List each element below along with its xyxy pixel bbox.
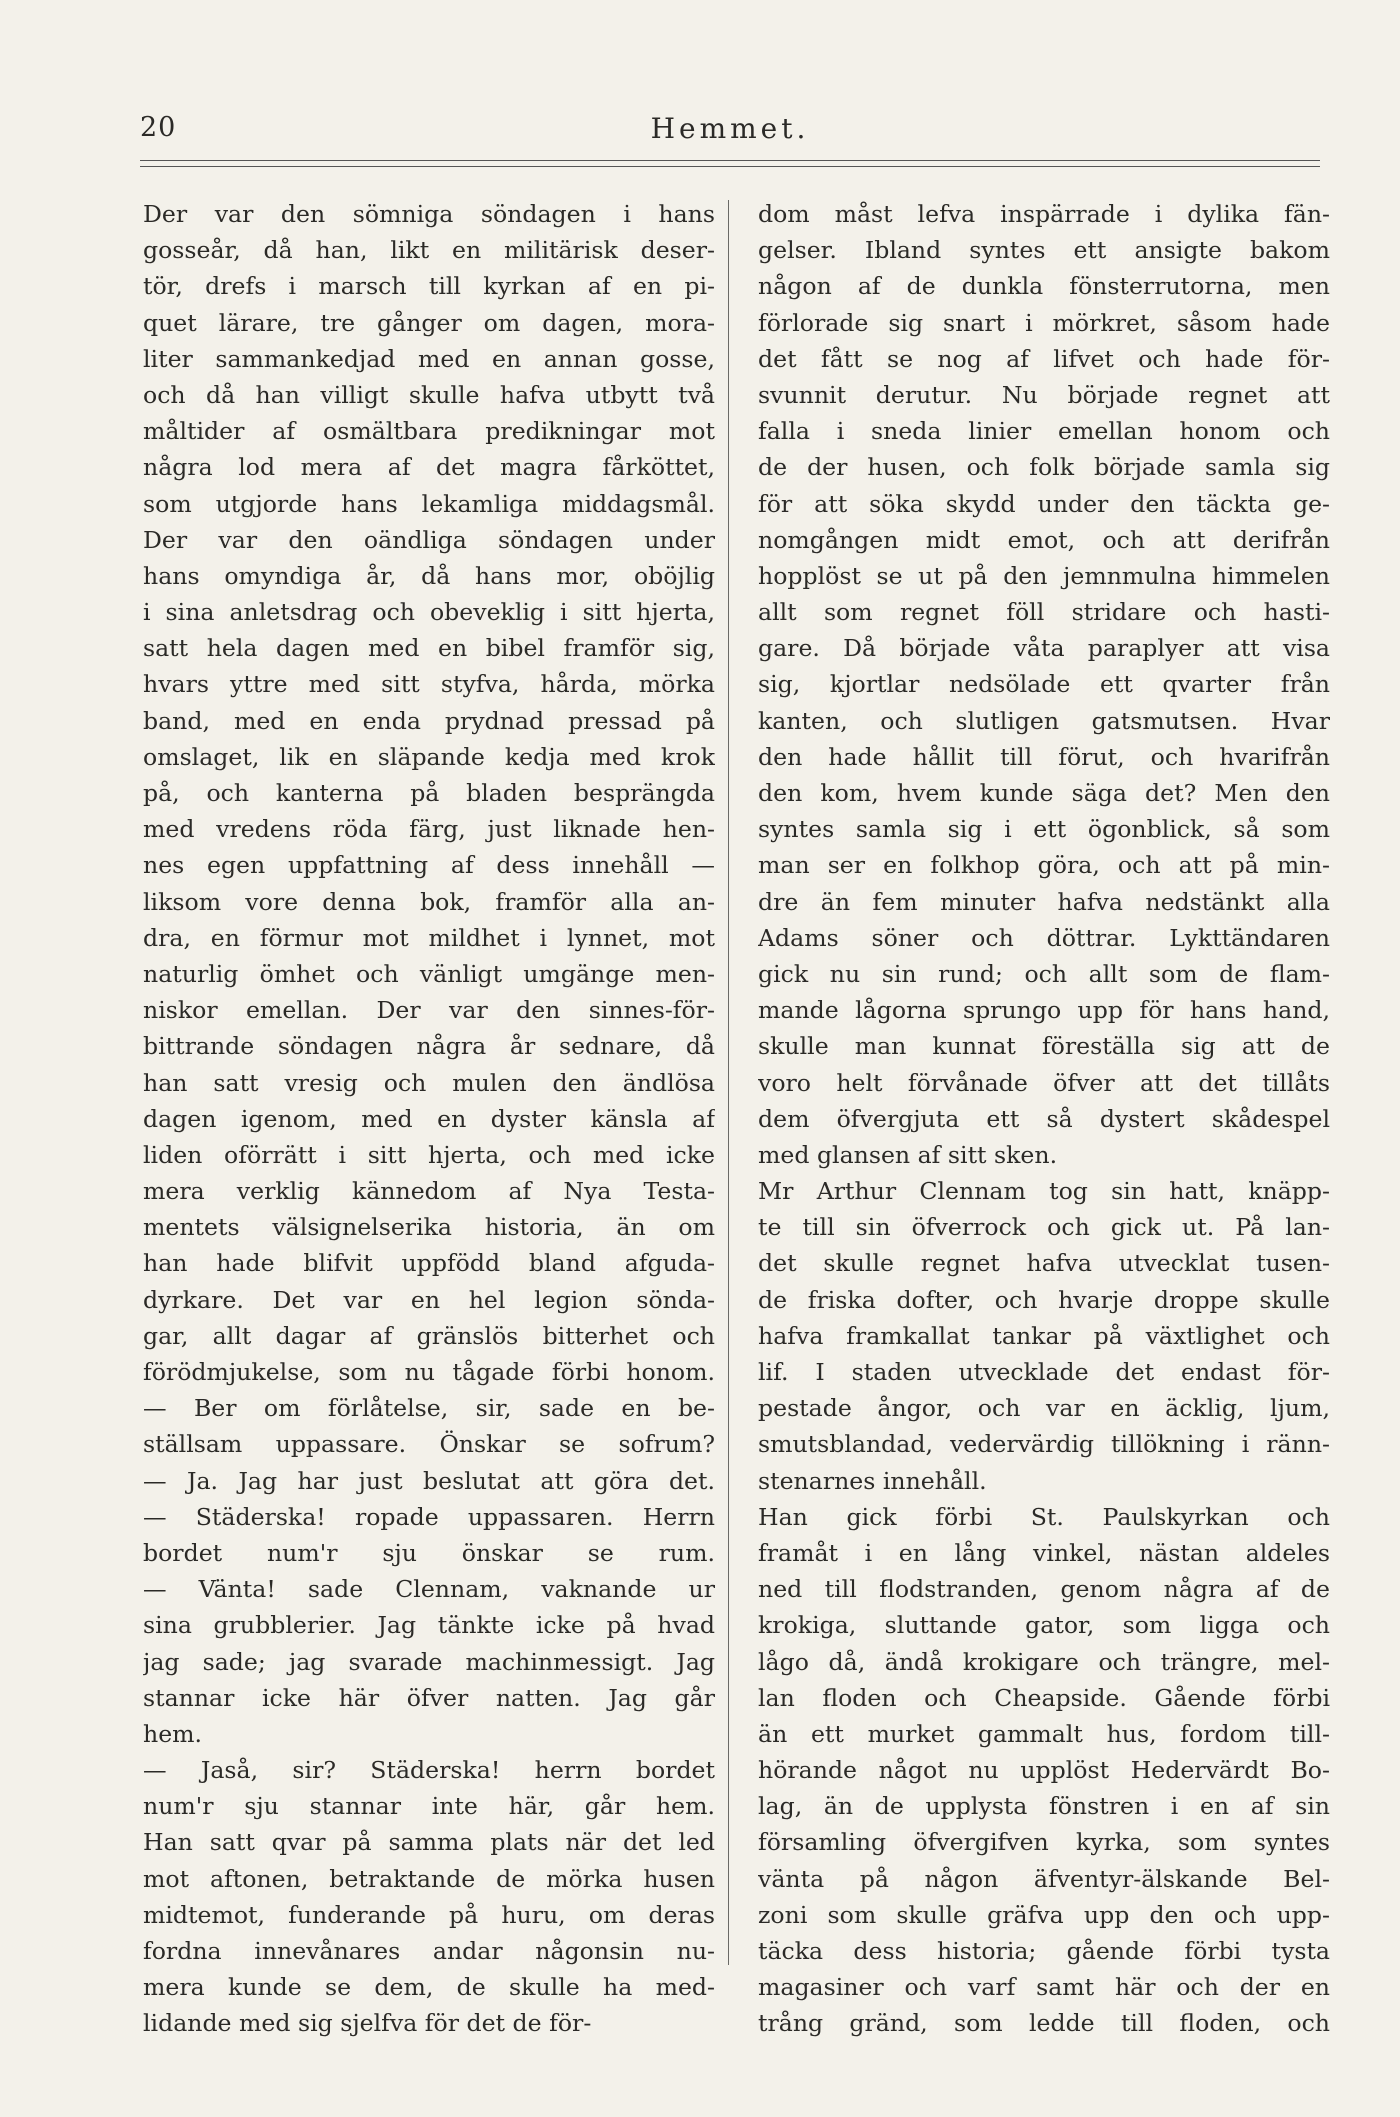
text-line: dom måst lefva inspärrade i dylika fän-	[758, 200, 1330, 228]
text-line: lag, än de upplysta fönstren i en af sin	[758, 1792, 1330, 1821]
text-line: man ser en folkhop göra, och att på min-	[758, 851, 1330, 880]
text-line: lågo då, ändå krokigare och trängre, mel-	[758, 1647, 1330, 1676]
text-line: stenarnes innehåll.	[758, 1466, 987, 1495]
text-line: svunnit derutur. Nu började regnet att	[758, 380, 1330, 409]
text-line: gelser. Ibland syntes ett ansigte bakom	[758, 236, 1330, 265]
text-line: hafva framkallat tankar på växtlighet och	[758, 1321, 1330, 1350]
text-line: satt hela dagen med en bibel framför sig,	[143, 634, 715, 663]
text-line: zoni som skulle gräfva upp den och upp-	[758, 1900, 1330, 1929]
text-line: den hade hållit till förut, och hvarifrån	[758, 742, 1330, 771]
text-line: han satt vresig och mulen den ändlösa	[143, 1068, 715, 1097]
text-line: än ett murket gammalt hus, fordom till-	[758, 1719, 1330, 1748]
text-line: liden oförrätt i sitt hjerta, och med icke	[143, 1140, 715, 1169]
text-line: magasiner och varf samt här och der en	[758, 1973, 1330, 2002]
text-line: de friska dofter, och hvarje droppe skulle	[758, 1285, 1330, 1314]
text-line: Han satt qvar på samma plats när det led	[143, 1828, 715, 1857]
text-line: det fått se nog af lifvet och hade för-	[758, 344, 1330, 373]
text-line: med vredens röda färg, just liknade hen-	[143, 815, 715, 844]
text-line: mande lågorna sprungo upp för hans hand,	[758, 996, 1330, 1025]
text-line: falla i sneda linier emellan honom och	[758, 417, 1330, 446]
text-line: syntes samla sig i ett ögonblick, så som	[758, 815, 1330, 844]
text-line: — Ber om förlåtelse, sir, sade en be-	[143, 1394, 715, 1423]
text-line: med glansen af sitt sken.	[758, 1140, 1058, 1169]
page-header	[140, 112, 1320, 152]
text-line: — Jaså, sir? Städerska! herrn bordet	[143, 1756, 715, 1785]
text-line: nomgången midt emot, och att derifrån	[758, 525, 1330, 554]
text-line: kanten, och slutligen gatsmutsen. Hvar	[758, 706, 1330, 735]
text-line: vänta på någon äfventyr-älskande Bel-	[758, 1864, 1330, 1893]
text-line: ställsam uppassare. Önskar se sofrum?	[143, 1430, 715, 1459]
text-line: dagen igenom, med en dyster känsla af	[143, 1104, 715, 1133]
text-line: krokiga, sluttande gator, som ligga och	[758, 1611, 1330, 1640]
left-column	[143, 196, 715, 2042]
text-line: församling öfvergifven kyrka, som syntes	[758, 1828, 1330, 1857]
text-line: tör, drefs i marsch till kyrkan af en pi-	[143, 272, 715, 301]
text-line: voro helt förvånade öfver att det tillåts	[758, 1068, 1330, 1097]
text-line: han hade blifvit uppfödd bland afguda-	[143, 1249, 715, 1278]
text-line: på, och kanterna på bladen besprängda	[143, 779, 715, 807]
text-line: — Ja. Jag har just beslutat att göra det.	[143, 1466, 715, 1495]
text-line: gick nu sin rund; och allt som de flam-	[758, 959, 1330, 988]
text-line: hem.	[143, 1719, 203, 1748]
text-line: hopplöst se ut på den jemnmulna himmelen	[758, 561, 1330, 590]
text-line: några lod mera af det magra fårköttet,	[143, 453, 715, 482]
text-line: stannar icke här öfver natten. Jag går	[143, 1683, 715, 1712]
text-line: liksom vore denna bok, framför alla an-	[143, 887, 715, 916]
text-line: num'r sju stannar inte här, går hem.	[143, 1792, 715, 1821]
text-line: te till sin öfverrock och gick ut. På lan-	[758, 1213, 1330, 1242]
text-line: täcka dess historia; gående förbi tysta	[758, 1937, 1330, 1965]
text-line: som utgjorde hans lekamliga middagsmål.	[143, 489, 715, 518]
text-line: i sina anletsdrag och obeveklig i sitt hjerta,	[143, 598, 715, 627]
text-line: den kom, hvem kunde säga det? Men den	[758, 779, 1330, 807]
text-line: förlorade sig snart i mörkret, såsom hade	[758, 308, 1330, 337]
text-line: — Städerska! ropade uppassaren. Herrn	[143, 1502, 715, 1531]
text-line: liter sammankedjad med en annan gosse,	[143, 344, 715, 373]
text-line: mera kunde se dem, de skulle ha med-	[143, 1973, 715, 2002]
text-line: hörande något nu upplöst Hedervärdt Bo-	[758, 1756, 1330, 1785]
text-line: mera verklig kännedom af Nya Testa-	[143, 1177, 715, 1206]
text-line: quet lärare, tre gånger om dagen, mora-	[143, 308, 715, 337]
text-line: bordet num'r sju önskar se rum.	[143, 1538, 715, 1567]
text-line: pestade ångor, och var en äcklig, ljum,	[758, 1394, 1330, 1423]
text-line: sig, kjortlar nedsölade ett qvarter från	[758, 670, 1330, 699]
text-line: lif. I staden utvecklade det endast för-	[758, 1358, 1330, 1386]
text-line: de der husen, och folk började samla sig	[758, 453, 1330, 482]
text-line: dyrkare. Det var en hel legion sönda-	[143, 1285, 715, 1314]
text-line: Der var den oändliga söndagen under	[143, 525, 715, 554]
text-line: framåt i en lång vinkel, nästan aldeles	[758, 1538, 1330, 1567]
text-line: smutsblandad, vedervärdig tillökning i ränn-	[758, 1430, 1330, 1459]
text-line: fordna innevånares andar någonsin nu-	[143, 1937, 715, 1965]
text-line: gar, allt dagar af gränslös bitterhet och	[143, 1321, 715, 1350]
text-line: skulle man kunnat föreställa sig att de	[758, 1032, 1330, 1061]
text-line: naturlig ömhet och vänligt umgänge men-	[143, 959, 715, 988]
text-line: någon af de dunkla fönsterrutorna, men	[758, 272, 1330, 301]
text-line: och då han villigt skulle hafva utbytt två	[143, 380, 715, 409]
text-line: dem öfvergjuta ett så dystert skådespel	[758, 1104, 1330, 1133]
text-line: trång gränd, som ledde till floden, och	[758, 2009, 1330, 2038]
text-line: band, med en enda prydnad pressad på	[143, 706, 715, 735]
text-line: lidande med sig sjelfva för det de för-	[143, 2009, 592, 2038]
text-line: för att söka skydd under den täckta ge-	[758, 489, 1330, 518]
text-line: mot aftonen, betraktande de mörka husen	[143, 1864, 715, 1893]
text-line: allt som regnet föll stridare och hasti-	[758, 598, 1330, 627]
running-title: Hemmet.	[650, 112, 810, 145]
text-line: Der var den sömniga söndagen i hans	[143, 200, 715, 228]
header-double-rule	[140, 160, 1320, 167]
text-line: Mr Arthur Clennam tog sin hatt, knäpp-	[758, 1177, 1330, 1206]
text-line: Han gick förbi St. Paulskyrkan och	[758, 1502, 1330, 1531]
text-line: Adams söner och döttrar. Lykttändaren	[758, 923, 1330, 952]
text-line: förödmjukelse, som nu tågade förbi honom.	[143, 1358, 715, 1386]
text-line: mentets välsignelserika historia, än om	[143, 1213, 715, 1242]
text-line: midtemot, funderande på huru, om deras	[143, 1900, 715, 1929]
right-column	[758, 196, 1330, 2042]
text-line: nes egen uppfattning af dess innehåll —	[143, 851, 715, 880]
text-line: jag sade; jag svarade machinmessigt. Jag	[143, 1647, 715, 1676]
text-line: sina grubblerier. Jag tänkte icke på hvad	[143, 1611, 715, 1640]
text-line: dra, en förmur mot mildhet i lynnet, mot	[143, 923, 715, 952]
page-number: 20	[140, 112, 177, 143]
text-line: det skulle regnet hafva utvecklat tusen-	[758, 1249, 1330, 1278]
text-line: gossеår, då han, likt en militärisk deser-	[143, 236, 715, 265]
text-line: måltider af osmältbara predikningar mot	[143, 417, 715, 446]
text-line: ned till flodstranden, genom några af de	[758, 1575, 1330, 1604]
text-line: omslaget, lik en släpande kedja med krok	[143, 742, 715, 771]
text-line: bittrande söndagen några år sednare, då	[143, 1032, 715, 1061]
column-divider	[728, 200, 729, 1965]
text-line: — Vänta! sade Clennam, vaknande ur	[143, 1575, 715, 1604]
text-line: dre än fem minuter hafva nedstänkt alla	[758, 887, 1330, 916]
text-line: gare. Då började våta paraplyer att visa	[758, 634, 1330, 663]
text-line: hvars yttre med sitt styfva, hårda, mörka	[143, 670, 715, 699]
text-line: niskor emellan. Der var den sinnes-för-	[143, 996, 715, 1025]
text-line: lan floden och Cheapside. Gående förbi	[758, 1683, 1330, 1712]
text-line: hans omyndiga år, då hans mor, oböjlig	[143, 561, 715, 590]
